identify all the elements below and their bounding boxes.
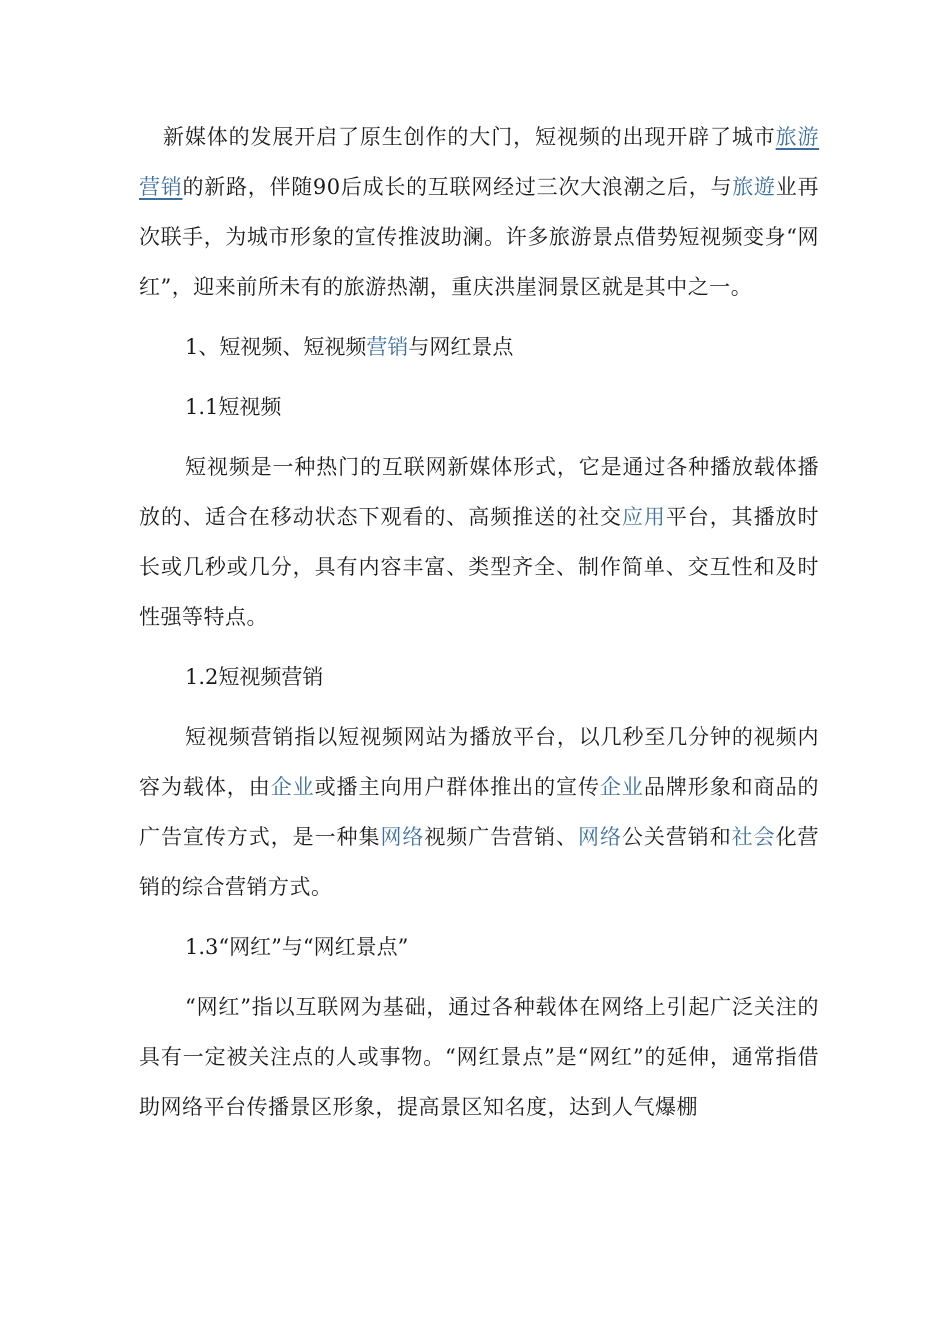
marketing-text-3: 品牌形象和商品的广告宣传方式，是一种集: [139, 775, 820, 849]
link-enterprise-2[interactable]: 企业: [599, 775, 644, 799]
section-heading-1-text-1: 1、短视频、短视频: [185, 335, 367, 359]
link-application[interactable]: 应用: [621, 505, 666, 529]
short-video-paragraph: [139, 442, 819, 642]
intro-paragraph: [139, 112, 819, 312]
marketing-text-5: 公关营销和: [621, 825, 732, 849]
link-network-1[interactable]: 网络: [380, 825, 425, 849]
section-heading-1-2: 1.2短视频营销: [185, 665, 324, 689]
intro-text-3: 业再次联手，为城市形象的宣传推波助澜。许多旅游景点借势短视频变身“网红”，迎来前所未有的旅游热潮，重庆洪崖洞景区就是其中之一。: [139, 175, 819, 299]
short-video-marketing-paragraph: [139, 712, 819, 912]
link-network-2[interactable]: 网络: [578, 825, 622, 849]
link-tourism-marketing[interactable]: 旅游营销: [139, 125, 820, 199]
intro-text-2: 的新路，伴随90后成长的互联网经过三次大浪潮之后，与: [182, 175, 733, 199]
link-tourism[interactable]: 旅遊: [732, 175, 776, 199]
link-enterprise-1[interactable]: 企业: [270, 775, 315, 799]
marketing-text-1: 短视频营销指以短视频网站为播放平台，以几秒至几分钟的视频内容为载体，由: [139, 725, 819, 799]
internet-celebrity-paragraph: “网红”指以互联网为基础，通过各种载体在网络上引起广泛关注的具有一定被关注点的人或事物。“网红景点”是“网红”的延伸，通常指借助网络平台传播景区形象，提高景区知名度，达到人气爆棚: [139, 995, 819, 1119]
marketing-text-2: 或播主向用户群体推出的宣传: [314, 775, 600, 799]
link-society[interactable]: 社会: [731, 825, 776, 849]
section-heading-1-3: 1.3“网红”与“网红景点”: [185, 935, 409, 959]
section-heading-1: [139, 322, 819, 372]
intro-text-1: 新媒体的发展开启了原生创作的大门，短视频的出现开辟了城市: [163, 125, 776, 149]
short-video-text-1: 短视频是一种热门的互联网新媒体形式，它是通过各种播放载体播放的、适合在移动状态下观看的、高频推送的社交: [139, 455, 819, 529]
short-video-text-2: 平台，其播放时长或几秒或几分，具有内容丰富、类型齐全、制作简单、交互性和及时性强等特点。: [139, 505, 820, 629]
section-heading-1-1: 1.1短视频: [185, 395, 282, 419]
document-page: [139, 112, 819, 1142]
marketing-text-4: 视频广告营销、: [424, 825, 579, 849]
marketing-text-6: 化营销的综合营销方式。: [139, 825, 820, 899]
section-heading-1-text-2: 与网红景点: [408, 335, 514, 359]
link-marketing[interactable]: 营销: [366, 335, 409, 359]
